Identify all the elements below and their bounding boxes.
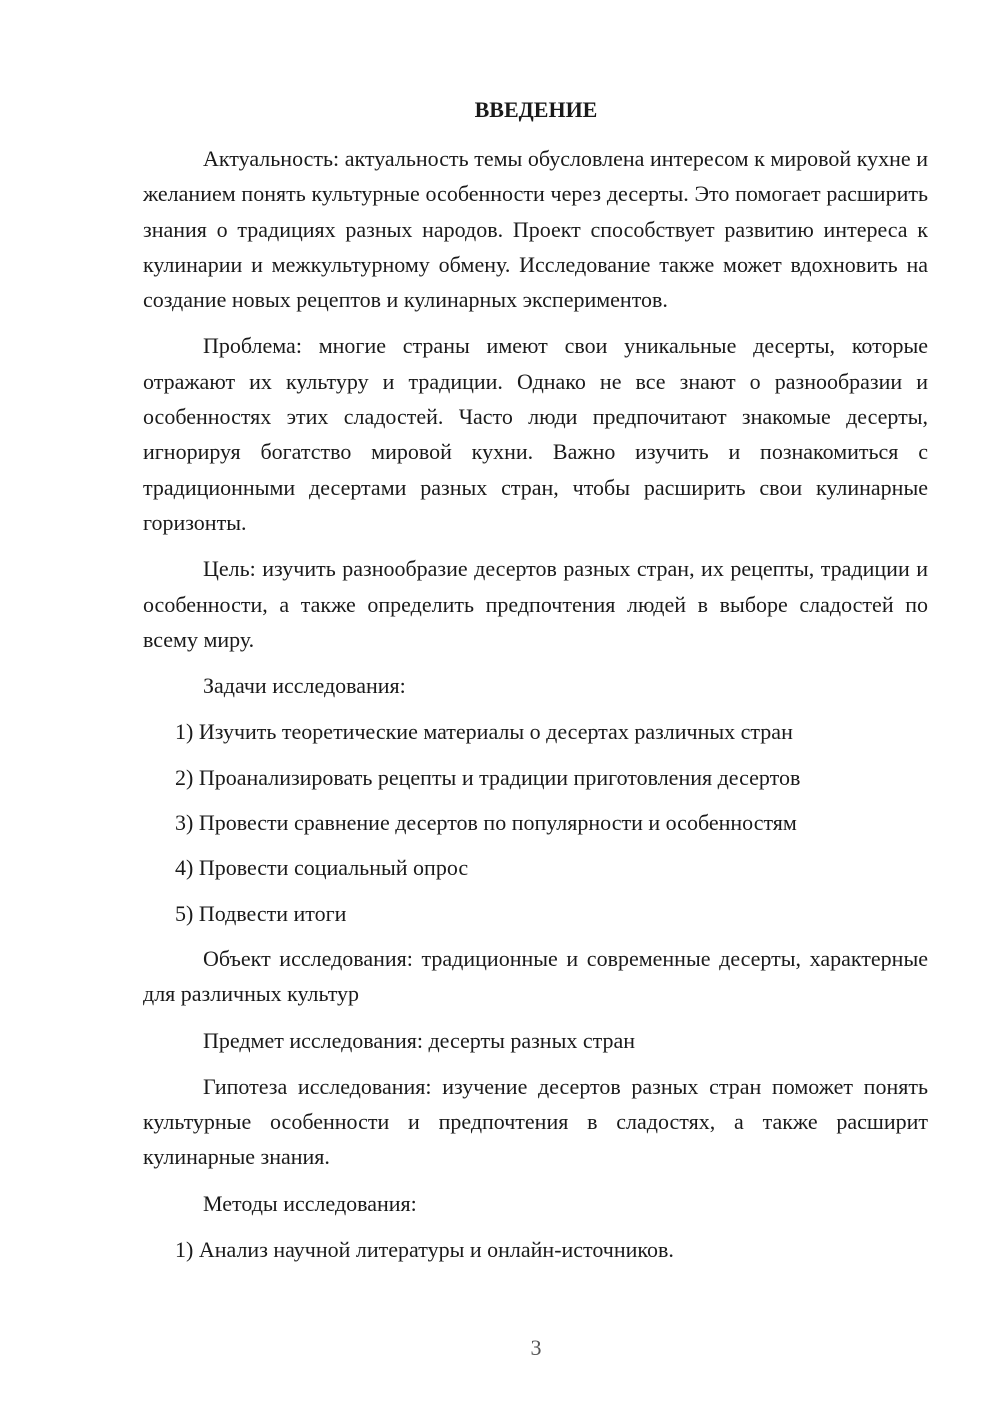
list-item-task-4: 4) Провести социальный опрос: [175, 855, 469, 881]
section-heading: ВВЕДЕНИЕ: [474, 97, 598, 122]
paragraph-problem: Проблема: многие страны имеют свои уникальные десерты, которые отражают их культуру и традиции. Однако не все знают о разнообразии и особенностях этих сладостей. Часто люди предпочитают знакомые десерты, игнорируя богатство мировой кухни. Важно изучить и познакомиться с традиционными десертами разных стран, чтобы расширить свои кулинарные горизонты.: [143, 333, 928, 535]
page-number: 3: [530, 1335, 542, 1360]
paragraph-subject: Предмет исследования: десерты разных стран: [203, 1027, 636, 1053]
list-item-method-1: 1) Анализ научной литературы и онлайн-источников.: [175, 1237, 674, 1263]
list-item-task-1: 1) Изучить теоретические материалы о десертах различных стран: [175, 719, 793, 745]
paragraph-tasks-heading: Задачи исследования:: [203, 673, 406, 699]
list-item-task-2: 2) Проанализировать рецепты и традиции приготовления десертов: [175, 764, 801, 790]
list-item-task-5: 5) Подвести итоги: [175, 900, 347, 926]
body-text: [143, 141, 928, 1277]
paragraph-object: Объект исследования: традиционные и современные десерты, характерные для различных культур: [143, 945, 928, 1007]
paragraph-goal: Цель: изучить разнообразие десертов разных стран, их рецепты, традиции и особенности, а также определить предпочтения людей в выборе сладостей по всему миру.: [143, 556, 928, 652]
list-item-task-3: 3) Провести сравнение десертов по популярности и особенностям: [175, 810, 797, 836]
paragraph-methods-heading: Методы исследования:: [203, 1190, 417, 1216]
paragraph-relevance: Актуальность: актуальность темы обусловлена интересом к мировой кухне и желанием понять культурные особенности через десерты. Это помогает расширить знания о традициях разных народов. Проект способствует развитию интереса к кулинарии и межкультурному обмену. Исследование также может вдохновить на создание новых рецептов и кулинарных экспериментов.: [143, 146, 928, 313]
paragraph-hypothesis: Гипотеза исследования: изучение десертов разных стран поможет понять культурные особенности и предпочтения в сладостях, а также расширит кулинарные знания.: [143, 1073, 928, 1170]
